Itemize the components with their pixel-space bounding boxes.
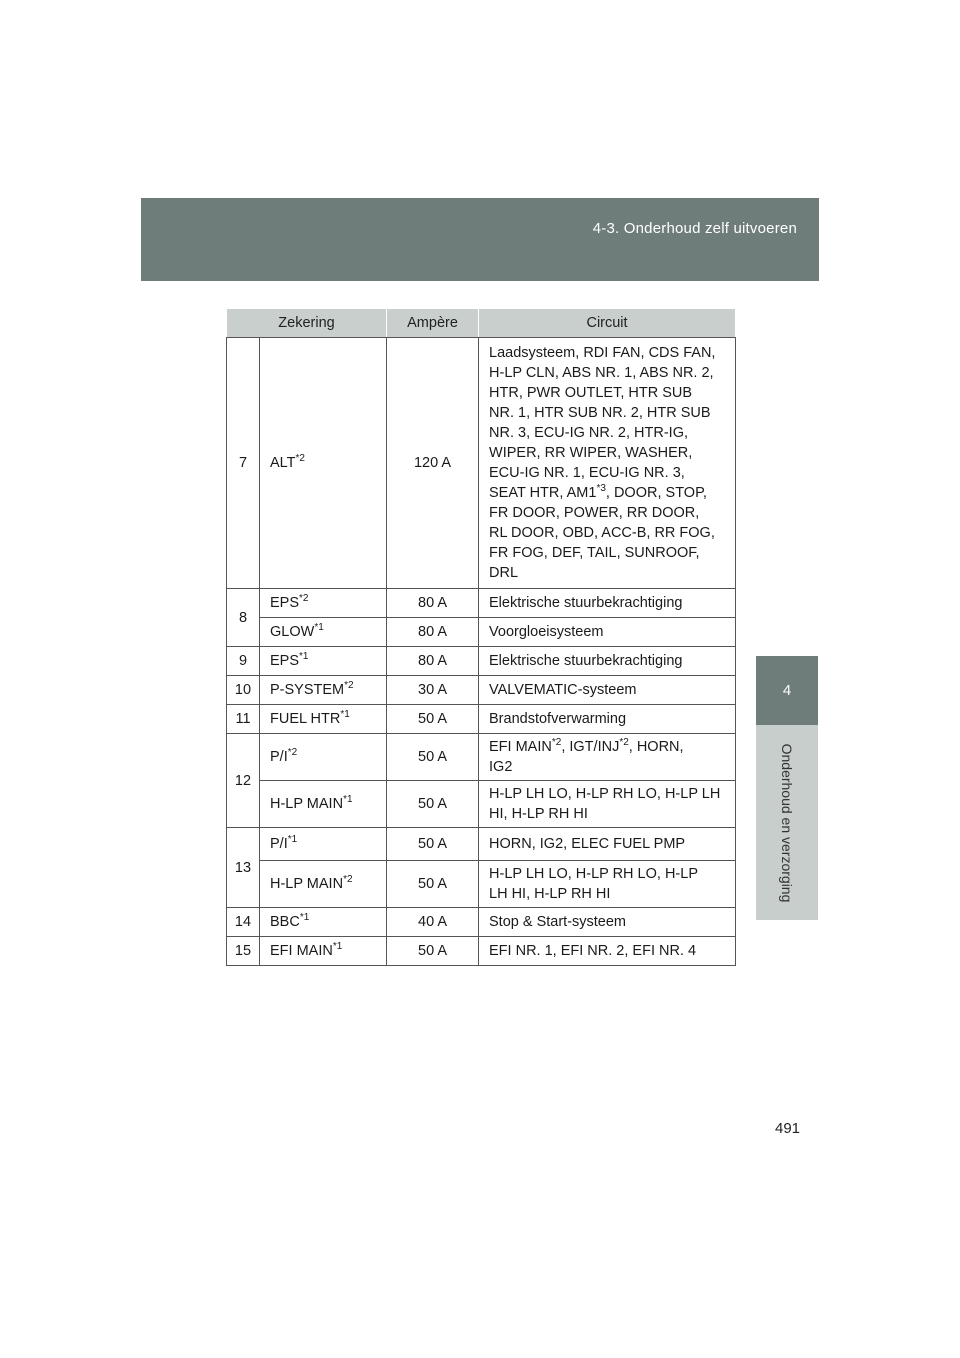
fuse-number: 7 xyxy=(227,338,260,589)
fuse-circuit: Brandstofverwarming xyxy=(479,705,736,734)
fuse-circuit: Laadsysteem, RDI FAN, CDS FAN, H-LP CLN, ABS NR. 1, ABS NR. 2, HTR, PWR OUTLET, HTR SUB NR. 1, HTR SUB NR. 2, HTR SUB NR. 3, ECU-IG NR. 2, HTR-IG, WIPER, RR WIPER, WASHER, ECU-IG NR. 1, ECU-IG NR. 3, SEAT HTR, AM1$^{*3}$, DOOR, STOP, FR DOOR, POWER, RR DOOR, RL DOOR, OBD, ACC-B, RR FOG, FR FOG, DEF, TAIL, SUNROOF, DRL xyxy=(479,338,736,589)
fuse-circuit: HORN, IG2, ELEC FUEL PMP xyxy=(479,828,736,861)
table-row xyxy=(227,589,736,618)
chapter-number: 4 xyxy=(782,682,792,699)
chapter-title-tab xyxy=(756,725,818,920)
fuse-circuit: EFI NR. 1, EFI NR. 2, EFI NR. 4 xyxy=(479,937,736,966)
table-row xyxy=(227,676,736,705)
fuse-name: H-LP MAIN$^{*2}$ xyxy=(260,861,387,908)
fuse-circuit: Elektrische stuurbekrachtiging xyxy=(479,589,736,618)
fuse-number: 8 xyxy=(227,589,260,647)
column-header-ampere: Ampère xyxy=(387,309,479,338)
table-row xyxy=(227,734,736,781)
fuse-ampere: 30 A xyxy=(387,676,479,705)
fuse-name: P-SYSTEM$^{*2}$ xyxy=(260,676,387,705)
fuse-number: 10 xyxy=(227,676,260,705)
fuse-circuit: H-LP LH LO, H-LP RH LO, H-LP LH HI, H-LP RH HI xyxy=(479,861,736,908)
fuse-ampere: 50 A xyxy=(387,937,479,966)
table-row xyxy=(227,618,736,647)
table-header-row xyxy=(227,309,736,338)
fuse-name: EFI MAIN$^{*1}$ xyxy=(260,937,387,966)
section-title: 4-3. Onderhoud zelf uitvoeren xyxy=(592,220,797,237)
fuse-circuit: Stop & Start-systeem xyxy=(479,908,736,937)
fuse-name: ALT$^{*2}$ xyxy=(260,338,387,589)
fuse-name: EPS$^{*2}$ xyxy=(260,589,387,618)
fuse-ampere: 40 A xyxy=(387,908,479,937)
table-row xyxy=(227,828,736,861)
fuse-circuit: EFI MAIN$^{*2}$, IGT/INJ$^{*2}$, HORN, IG2 xyxy=(479,734,736,781)
table-row xyxy=(227,861,736,908)
fuse-name: EPS$^{*1}$ xyxy=(260,647,387,676)
fuse-ampere: 50 A xyxy=(387,705,479,734)
fuse-ampere: 50 A xyxy=(387,734,479,781)
fuse-name: GLOW$^{*1}$ xyxy=(260,618,387,647)
chapter-number-tab xyxy=(756,656,818,725)
fuse-name: $P/I^{*2}$ xyxy=(260,734,387,781)
page-number: 491 xyxy=(775,1120,801,1137)
fuse-name: FUEL HTR$^{*1}$ xyxy=(260,705,387,734)
header-band xyxy=(141,198,819,281)
table-row xyxy=(227,908,736,937)
fuse-name: BBC$^{*1}$ xyxy=(260,908,387,937)
fuse-number: 11 xyxy=(227,705,260,734)
fuse-circuit: H-LP LH LO, H-LP RH LO, H-LP LH HI, H-LP RH HI xyxy=(479,781,736,828)
fuse-number: 9 xyxy=(227,647,260,676)
fuse-number: 15 xyxy=(227,937,260,966)
fuse-ampere: 50 A xyxy=(387,861,479,908)
fuse-ampere: 120 A xyxy=(387,338,479,589)
fuse-name: $P/I^{*1}$ xyxy=(260,828,387,861)
fuse-number: 12 xyxy=(227,734,260,828)
fuse-ampere: 80 A xyxy=(387,647,479,676)
table-row xyxy=(227,647,736,676)
fuse-ampere: 80 A xyxy=(387,589,479,618)
fuse-ampere: 50 A xyxy=(387,781,479,828)
column-header-fuse: Zekering xyxy=(227,309,387,338)
table-row xyxy=(227,937,736,966)
fuse-number: 14 xyxy=(227,908,260,937)
fuse-ampere: 50 A xyxy=(387,828,479,861)
fuse-ampere: 80 A xyxy=(387,618,479,647)
fuse-circuit: VALVEMATIC-systeem xyxy=(479,676,736,705)
table-row xyxy=(227,705,736,734)
fuse-number: 13 xyxy=(227,828,260,908)
table-row xyxy=(227,781,736,828)
fuse-table xyxy=(226,308,736,966)
fuse-circuit: Voorgloeisysteem xyxy=(479,618,736,647)
fuse-circuit: Elektrische stuurbekrachtiging xyxy=(479,647,736,676)
fuse-name: H-LP MAIN$^{*1}$ xyxy=(260,781,387,828)
chapter-title: Onderhoud en verzorging xyxy=(779,743,795,902)
table-row xyxy=(227,338,736,589)
column-header-circuit: Circuit xyxy=(479,309,736,338)
